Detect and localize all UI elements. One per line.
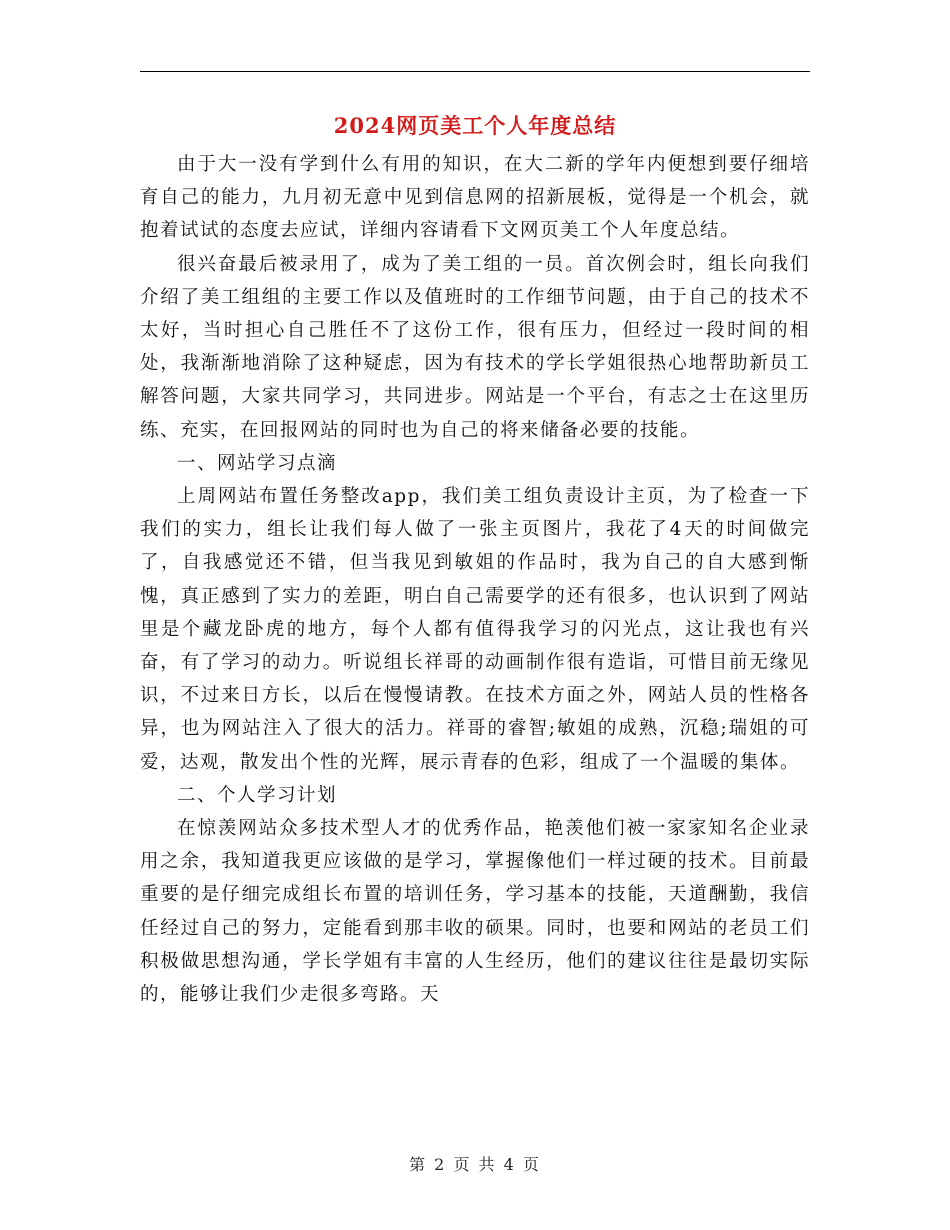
paragraph-intro: 由于大一没有学到什么有用的知识，在大二新的学年内便想到要仔细培育自己的能力，九月初无意中见到信息网的招新展板，觉得是一个机会，就抱着试试的态度去应试，详细内容请看下文网页美工个人年度总结。 [140,154,810,242]
paragraph-recruited: 很兴奋最后被录用了，成为了美工组的一员。首次例会时，组长向我们介绍了美工组组的主要工作以及值班时的工作细节问题，由于自己的技术不太好，当时担心自己胜任不了这份工作，很有压力，但经过一段时间的相处，我渐渐地消除了这种疑虑，因为有技术的学长学姐很热心地帮助新员工解答问题，大家共同学习，共同进步。网站是一个平台，有志之士在这里历练、充实，在回报网站的同时也为自己的将来储备必要的技能。 [140,253,810,441]
paragraph-plan: 在惊羡网站众多技术型人才的优秀作品，艳羡他们被一家家知名企业录用之余，我知道我更应该做的是学习，掌握像他们一样过硬的技术。目前最重要的是仔细完成组长布置的培训任务，学习基本的技能，天道酬勤，我信任经过自己的努力，定能看到那丰收的硕果。同时，也要和网站的老员工们积极做思想沟通，学长学姐有丰富的人生经历，他们的建议往往是最切实际的，能够让我们少走很多弯路。天 [140,818,810,1006]
document-body [140,148,810,1011]
page-number-footer: 第 2 页 共 4 页 [409,1155,541,1174]
document-title: 2024网页美工个人年度总结 [333,113,617,138]
paragraph-learning: 上周网站布置任务整改app，我们美工组负责设计主页，为了检查一下我们的实力，组长让我们每人做了一张主页图片，我花了4天的时间做完了，自我感觉还不错，但当我见到敏姐的作品时，我为自己的自大感到惭愧，真正感到了实力的差距，明白自己需要学的还有很多，也认识到了网站里是个藏龙卧虎的地方，每个人都有值得我学习的闪光点，这让我也有兴奋，有了学习的动力。听说组长祥哥的动画制作很有造诣，可惜目前无缘见识，不过来日方长，以后在慢慢请教。在技术方面之外，网站人员的性格各异，也为网站注入了很大的活力。祥哥的睿智;敏姐的成熟，沉稳;瑞姐的可爱，达观，散发出个性的光辉，展示青春的色彩，组成了一个温暖的集体。 [140,486,810,773]
section-heading-plan: 二、个人学习计划 [177,784,338,806]
section-heading-learning: 一、网站学习点滴 [177,452,338,474]
header-rule [140,71,810,72]
